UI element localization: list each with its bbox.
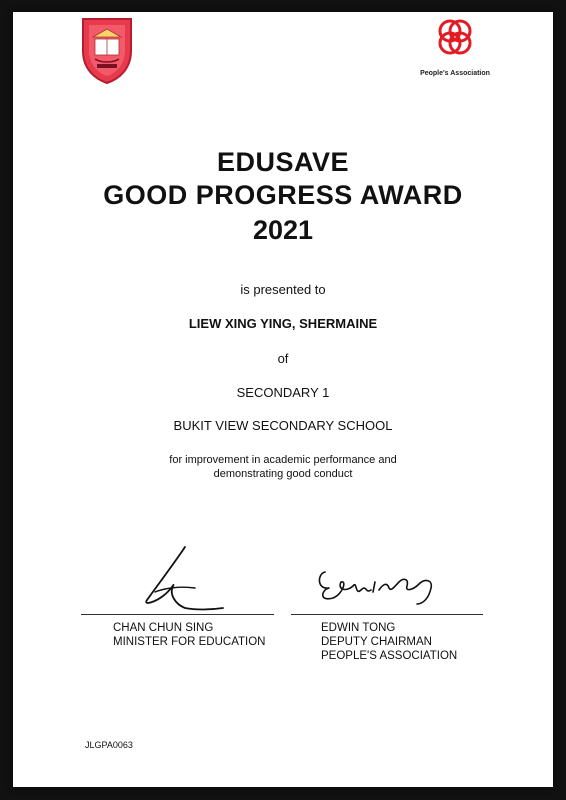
award-reason-text: for improvement in academic performance and demonstrating good conduct (169, 454, 397, 480)
signature-line-right (291, 614, 483, 615)
pa-logo-text: People's Association (420, 70, 490, 77)
signatory-title-left: MINISTER FOR EDUCATION (113, 636, 266, 648)
school-name: BUKIT VIEW SECONDARY SCHOOL (173, 418, 393, 433)
level-text: SECONDARY 1 (236, 385, 330, 400)
signature-line-left (81, 614, 274, 615)
school-crest-icon (79, 17, 135, 85)
award-reason (13, 453, 553, 481)
signature-edwin-tong (313, 560, 463, 610)
certificate (13, 12, 553, 787)
award-year: 2021 (252, 215, 314, 245)
signatory-title-right-line2: PEOPLE'S ASSOCIATION (321, 650, 458, 662)
serial-number: JLGPA0063 (85, 740, 133, 750)
signatory-title-right-line1: DEPUTY CHAIRMAN (321, 636, 432, 648)
of-text: of (277, 351, 289, 366)
signature-chan-chun-sing (125, 542, 235, 612)
peoples-association-logo (413, 15, 497, 85)
signatory-name-right: EDWIN TONG (321, 622, 396, 634)
recipient-name: LIEW XING YING, SHERMAINE (188, 316, 378, 331)
presented-to-text: is presented to (240, 282, 326, 297)
award-title-line1: EDUSAVE (216, 147, 350, 177)
award-title-line2: GOOD PROGRESS AWARD (103, 180, 463, 210)
signatory-name-left: CHAN CHUN SING (113, 622, 214, 634)
